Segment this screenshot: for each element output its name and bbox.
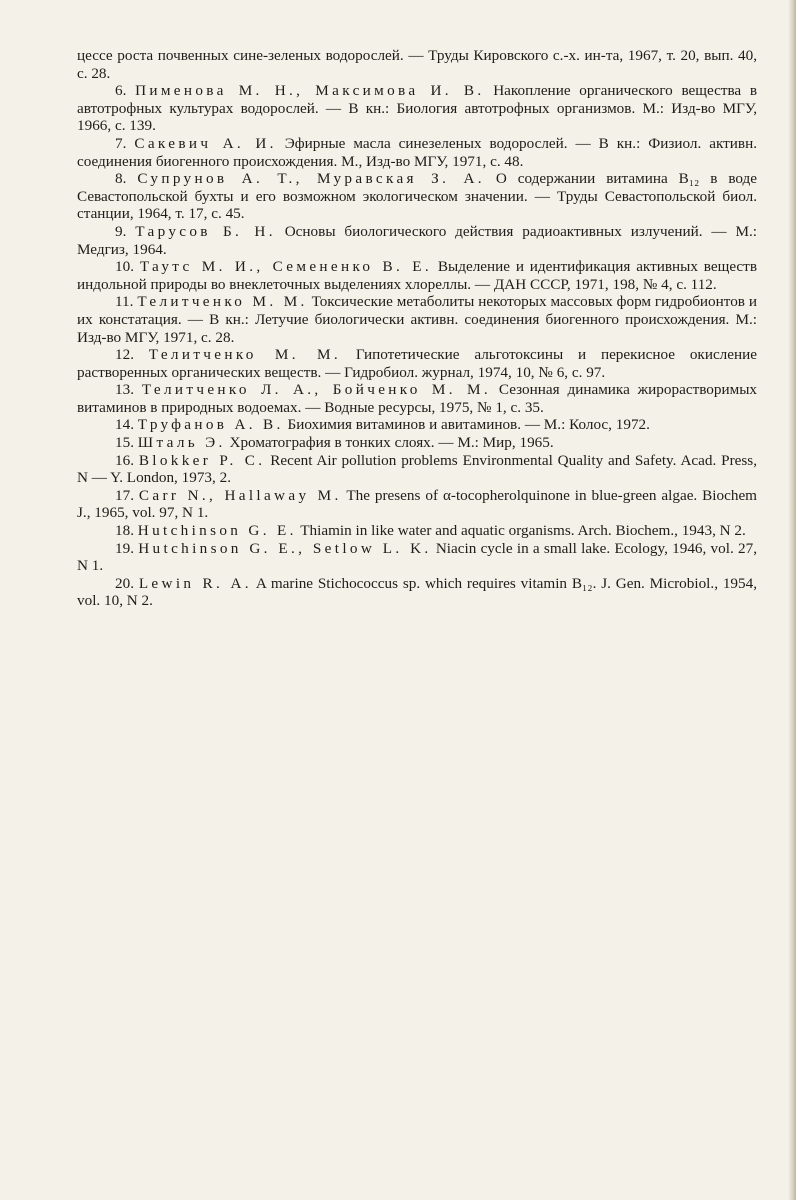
reference-author: Шталь Э. bbox=[137, 434, 226, 452]
reference-author: Таутс М. И., Семененко В. Е. bbox=[139, 258, 433, 276]
reference-text: Хроматография в тонких слоях. — М.: Мир, 1965. bbox=[229, 434, 554, 452]
reference-text: Токсические метаболиты некоторых массовых форм гидробионтов и их констатация. — В кн.: Летучие биологически активн. соединения биогенного происхождения. М.: Изд-во МГУ, 1971, с. 28. bbox=[77, 293, 757, 346]
reference-number: 18. bbox=[115, 522, 134, 540]
reference-author: Труфанов А. В. bbox=[137, 416, 284, 434]
reference-item bbox=[77, 540, 757, 575]
reference-number: 9. bbox=[115, 222, 127, 240]
reference-item bbox=[77, 575, 757, 610]
reference-text: Niacin cycle in a small lake. Ecology, 1946, vol. 27, N 1. bbox=[77, 539, 758, 575]
reference-number: 10. bbox=[115, 258, 134, 276]
reference-text: О содержании витамина B₁₂ в воде Севастопольской бухты и его возможном экологическом значении. — Труды Севастопольской биол. станции, 1964, т. 17, с. 45. bbox=[77, 170, 758, 223]
reference-item bbox=[77, 522, 757, 540]
reference-text: A marine Stichococcus sp. which requires vitamin B₁₂. J. Gen. Microbiol., 1954, vol. 10, N 2. bbox=[77, 574, 757, 610]
reference-continuation bbox=[77, 47, 757, 82]
reference-item bbox=[77, 416, 757, 434]
reference-item bbox=[77, 82, 757, 135]
reference-list bbox=[77, 47, 757, 610]
reference-author: Blokker P. C. bbox=[138, 451, 266, 469]
reference-item bbox=[77, 223, 757, 258]
reference-number: 8. bbox=[115, 170, 127, 188]
reference-number: 14. bbox=[115, 416, 134, 434]
reference-text: The presens of α-tocopherolquinone in blue-green algae. Biochem J., 1965, vol. 97, N 1. bbox=[77, 486, 757, 522]
reference-text: Thiamin in like water and aquatic organisms. Arch. Biochem., 1943, N 2. bbox=[300, 522, 746, 540]
reference-item bbox=[77, 346, 757, 381]
reference-text: Эфирные масла синезеленых водорослей. — В кн.: Физиол. активн. соединения биогенного происхождения. М., Изд-во МГУ, 1971, с. 48. bbox=[77, 134, 757, 170]
reference-item bbox=[77, 487, 757, 522]
reference-author: Сакевич А. И. bbox=[134, 134, 277, 152]
reference-number: 15. bbox=[115, 434, 134, 452]
reference-author: Пименова М. Н., Максимова И. В. bbox=[135, 82, 485, 100]
reference-number: 16. bbox=[115, 451, 134, 469]
reference-author: Телитченко М. М. bbox=[137, 293, 308, 311]
reference-number: 13. bbox=[115, 381, 134, 399]
reference-item bbox=[77, 381, 757, 416]
reference-author: Carr N., Hallaway M. bbox=[138, 486, 342, 504]
reference-author: Супрунов А. Т., Муравская З. А. bbox=[137, 170, 485, 188]
reference-number: 20. bbox=[115, 574, 134, 592]
reference-item bbox=[77, 258, 757, 293]
reference-item bbox=[77, 170, 757, 223]
reference-text: Основы биологического действия радиоактивных излучений. — М.: Медгиз, 1964. bbox=[77, 222, 757, 258]
reference-text: цессе роста почвенных сине-зеленых водорослей. — Труды Кировского с.-х. ин-та, 1967, т. 20, вып. 40, с. 28. bbox=[77, 47, 757, 82]
reference-number: 7. bbox=[115, 134, 127, 152]
reference-author: Тарусов Б. Н. bbox=[135, 222, 276, 240]
reference-text: Накопление органического вещества в автотрофных культурах водорослей. — В кн.: Биология автотрофных организмов. М.: Изд-во МГУ, 1966, с. 139. bbox=[77, 82, 758, 135]
reference-item bbox=[77, 293, 757, 346]
reference-text: Биохимия витаминов и авитаминов. — М.: Колос, 1972. bbox=[287, 416, 650, 434]
reference-number: 11. bbox=[115, 293, 134, 311]
reference-item bbox=[77, 434, 757, 452]
reference-author: Телитченко М. М. bbox=[148, 346, 341, 364]
reference-number: 12. bbox=[115, 346, 134, 364]
reference-author: Lewin R. A. bbox=[138, 574, 252, 592]
reference-number: 6. bbox=[115, 82, 127, 100]
reference-author: Hutchinson G. E., Setlow L. K. bbox=[138, 539, 432, 557]
reference-author: Телитченко Л. А., Бойченко М. М. bbox=[141, 381, 492, 399]
reference-item bbox=[77, 452, 757, 487]
reference-number: 17. bbox=[115, 486, 134, 504]
reference-text: Recent Air pollution problems Environmental Quality and Safety. Acad. Press, N — Y. London, 1973, 2. bbox=[77, 451, 757, 487]
reference-item bbox=[77, 135, 757, 170]
reference-text: Выделение и идентификация активных веществ индольной природы во внеклеточных выделениях хлореллы. — ДАН СССР, 1971, 198, № 4, с. 112. bbox=[77, 258, 757, 293]
reference-text: Сезонная динамика жирорастворимых витаминов в природных водоемах. — Водные ресурсы, 1975, № 1, с. 35. bbox=[77, 381, 757, 416]
page-edge-shadow bbox=[788, 0, 796, 1200]
reference-text: Гипотетические альготоксины и перекисное окисление растворенных органических веществ. — Гидробиол. журнал, 1974, 10, № 6, с. 97. bbox=[77, 346, 758, 381]
reference-author: Hutchinson G. E. bbox=[137, 522, 297, 540]
reference-number: 19. bbox=[115, 539, 134, 557]
